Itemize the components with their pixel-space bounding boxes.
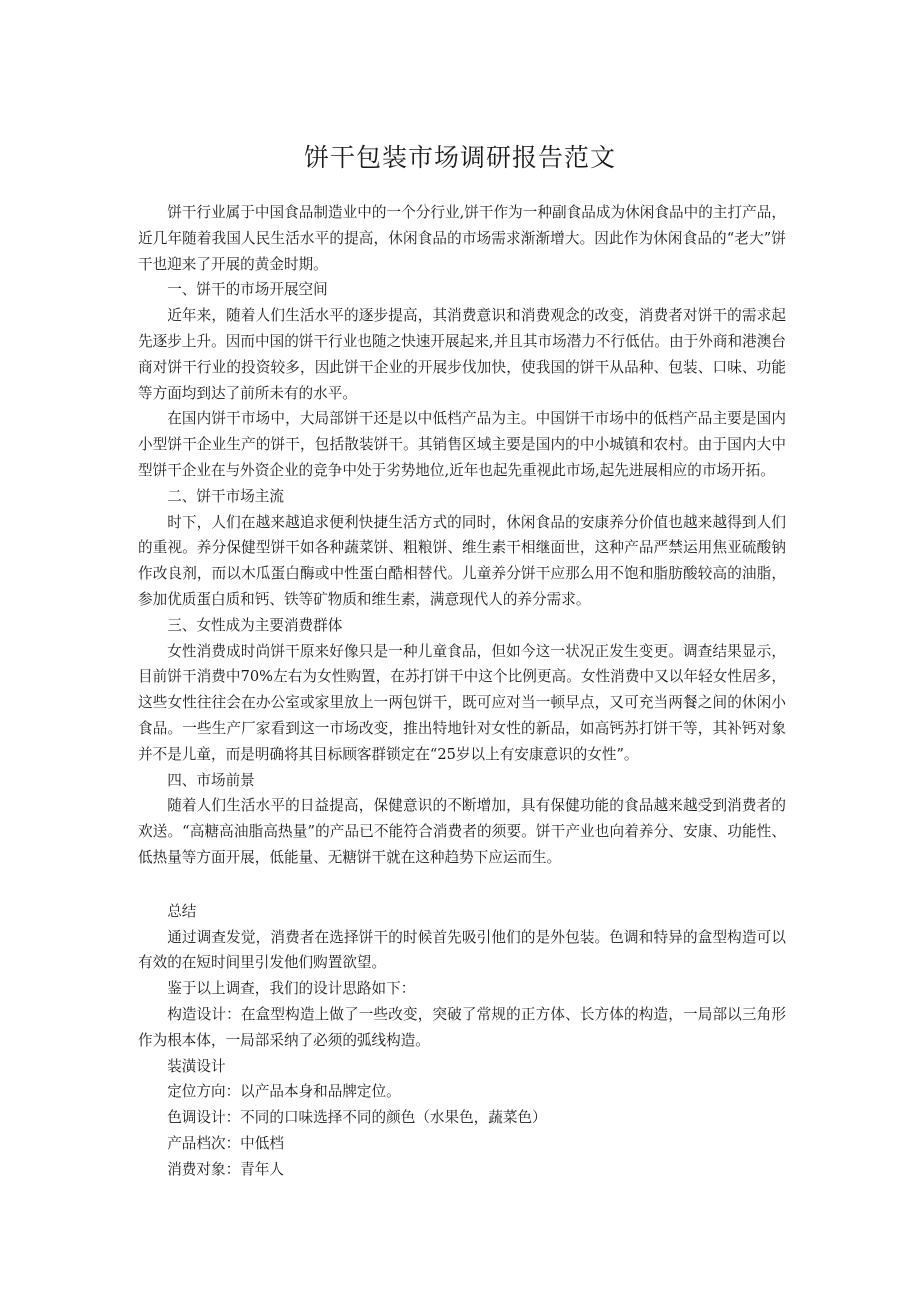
summary-paragraph-8: 消费对象：青年人 bbox=[167, 1160, 284, 1178]
summary-paragraph-2: 鉴于以上调查，我们的设计思路如下： bbox=[167, 980, 416, 998]
document-title: 饼干包装市场调研报告范文 bbox=[303, 143, 616, 172]
intro-paragraph: 饼干行业属于中国食品制造业中的一个分行业,饼干作为一种副食品成为休闲食品中的主打产品，近几年随着我国人民生活水平的提高，休闲食品的市场需求渐渐增大。因此作为休闲食品的“老大”饼干也迎来了开展的黄金时期。 bbox=[138, 204, 786, 273]
summary-paragraph-4: 装潢设计 bbox=[167, 1057, 226, 1075]
section-3-paragraph-1: 女性消费成时尚饼干原来好像只是一种儿童食品，但如今这一状况正发生变更。调查结果显示，目前饼干消费中70%左右为女性购置，在苏打饼干中这个比例更高。女性消费中又以年轻女性居多，这些女性往往会在办公室或家里放上一两包饼干，既可应对当一顿早点，又可充当两餐之间的休闲小食品。一些生产厂家看到这一市场改变，推出特地针对女性的新品，如高钙苏打饼干等，其补钙对象并不是儿童，而是明确将其目标顾客群锁定在“25岁以上有安康意识的女性”。 bbox=[138, 642, 786, 763]
summary-heading: 总结 bbox=[167, 902, 197, 920]
section-4-paragraph-1: 随着人们生活水平的日益提高，保健意识的不断增加，具有保健功能的食品越来越受到消费者的欢送。“高糖高油脂高热量”的产品已不能符合消费者的须要。饼干产业也向着养分、安康、功能性、低热量等方面开展，低能量、无糖饼干就在这种趋势下应运而生。 bbox=[138, 797, 786, 866]
section-4-heading: 四、市场前景 bbox=[167, 771, 255, 789]
section-1-paragraph-2: 在国内饼干市场中，大局部饼干还是以中低档产品为主。中国饼干市场中的低档产品主要是国内小型饼干企业生产的饼干，包括散装饼干。其销售区域主要是国内的中小城镇和农村。由于国内大中型饼干企业在与外资企业的竞争中处于劣势地位,近年也起先重视此市场,起先进展相应的市场开拓。 bbox=[138, 410, 786, 479]
section-1-heading: 一、饼干的市场开展空间 bbox=[167, 281, 328, 299]
section-3-heading: 三、女性成为主要消费群体 bbox=[167, 616, 343, 634]
section-2-heading: 二、饼干市场主流 bbox=[167, 487, 284, 505]
section-1-paragraph-1: 近年来，随着人们生活水平的逐步提高，其消费意识和消费观念的改变，消费者对饼干的需求起先逐步上升。因而中国的饼干行业也随之快速开展起来,并且其市场潜力不行低估。由于外商和港澳台商对饼干行业的投资较多，因此饼干企业的开展步伐加快，使我国的饼干从品种、包装、口味、功能等方面均到达了前所未有的水平。 bbox=[138, 307, 786, 402]
summary-paragraph-5: 定位方向：以产品本身和品牌定位。 bbox=[167, 1083, 401, 1101]
document-body bbox=[138, 200, 786, 1182]
section-spacer bbox=[138, 871, 786, 899]
summary-paragraph-6: 色调设计：不同的口味选择不同的颜色（水果色，蔬菜色） bbox=[167, 1109, 547, 1127]
summary-paragraph-7: 产品档次：中低档 bbox=[167, 1134, 284, 1152]
section-2-paragraph-1: 时下，人们在越来越追求便利快捷生活方式的同时，休闲食品的安康养分价值也越来越得到人们的重视。养分保健型饼干如各种蔬菜饼、粗粮饼、维生素干相继面世，这种产品严禁运用焦亚硫酸钠作改良剂，而以木瓜蛋白酶或中性蛋白酷相替代。儿童养分饼干应那么用不饱和脂肪酸较高的油脂，参加优质蛋白质和钙、铁等矿物质和维生素，满意现代人的养分需求。 bbox=[138, 513, 786, 608]
summary-paragraph-3: 构造设计：在盒型构造上做了一些改变，突破了常规的正方体、长方体的构造，一局部以三角形作为根本体，一局部采纳了必须的弧线构造。 bbox=[138, 1005, 786, 1049]
summary-paragraph-1: 通过调查发觉，消费者在选择饼干的时候首先吸引他们的是外包装。色调和特异的盒型构造可以有效的在短时间里引发他们购置欲望。 bbox=[138, 928, 786, 972]
